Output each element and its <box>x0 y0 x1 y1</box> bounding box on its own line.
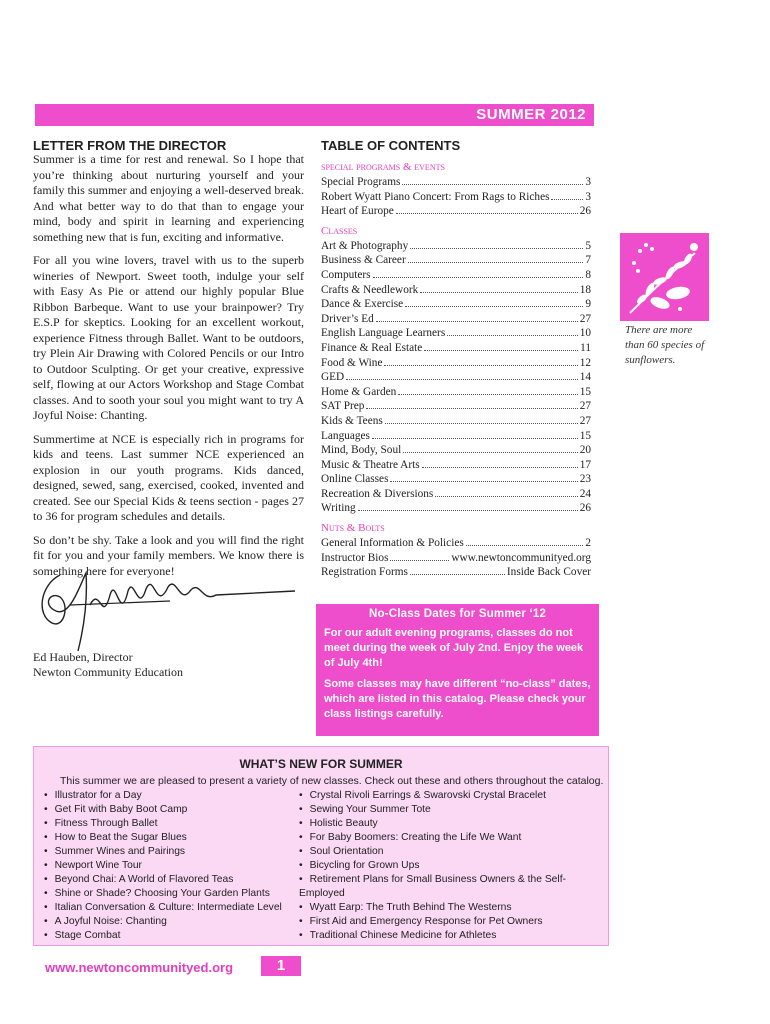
toc-entry[interactable] <box>321 356 591 371</box>
season-title: SUMMER 2012 <box>476 106 586 123</box>
toc-leader-dots <box>466 544 584 546</box>
no-class-dates-box <box>316 604 599 736</box>
toc-leader-dots <box>420 291 577 293</box>
toc-entry[interactable] <box>321 297 591 312</box>
new-class-item: • Retirement Plans for Small Business Owners & the Self-Employed <box>299 873 608 901</box>
toc-entry-page: 15 <box>579 429 591 442</box>
sidebar-caption: There are more than 60 species of sunflowers. <box>625 324 705 366</box>
no-class-title: No-Class Dates for Summer ‘12 <box>368 608 547 620</box>
toc-entry[interactable] <box>321 312 591 327</box>
new-class-item: • Fitness Through Ballet <box>44 817 282 831</box>
toc-entry-page: 3 <box>585 190 591 203</box>
toc-leader-dots <box>376 320 578 322</box>
toc-entry-title: Registration Forms <box>321 566 408 579</box>
toc-entry[interactable] <box>321 370 591 385</box>
new-class-item: • Traditional Chinese Medicine for Athletes <box>299 929 608 943</box>
letter-paragraph: For all you wine lovers, travel with us to the superb wineries of Newport. Sweet tooth, indulge your self with Easy As Pie or attend our highly popular Blue Ribbon Barbeque. Want to use your brainpower? Try E.S.P for skeptics. Looking for an excellent workout, experience Fitness through Ballet. Want to be outdoors, try Plein Air Drawing with Colored Pencils or our Intro to Outdoor Sculpting. Or get your creative, expressive self, flowing at our Actors Workshop and Stage Combat classes. And to sooth your soul you might want to try A Joyful Noise: Chanting. <box>33 253 304 422</box>
toc-entry-page: www.newtoncommunityed.org <box>451 551 591 564</box>
new-class-item: • Soul Orientation <box>299 845 608 859</box>
toc-leader-dots <box>435 495 577 497</box>
toc-entry-title: Languages <box>321 429 370 442</box>
toc-entry[interactable] <box>321 239 591 254</box>
letter-paragraph: Summertime at NCE is especially rich in programs for kids and teens. Last summer NCE experienced an explosion in our youth programs. Kids danced, designed, sewed, sang, exercised, cooked, invented and created. See our Special Kids & teens section - pages 27 to 36 for program schedules and details. <box>33 431 304 523</box>
page-number: 1 <box>261 956 301 976</box>
new-class-item: • For Baby Boomers: Creating the Life We Want <box>299 831 608 845</box>
toc-entry-title: Heart of Europe <box>321 205 394 218</box>
toc-entry[interactable] <box>321 536 591 551</box>
toc-entry[interactable] <box>321 175 591 190</box>
toc-entry[interactable] <box>321 443 591 458</box>
letter-paragraph: So don’t be shy. Take a look and you will find the right fit for you and your family members. We know there is something here for everyone! <box>33 532 304 578</box>
new-class-item: • Stage Combat <box>44 929 282 943</box>
toc-entry-page: 14 <box>579 371 591 384</box>
toc-entry-title: Kids & Teens <box>321 414 383 427</box>
toc-leader-dots <box>447 334 577 336</box>
toc-entry-page: 2 <box>585 537 591 550</box>
toc-entry-page: 27 <box>579 312 591 325</box>
toc-leader-dots <box>366 407 577 409</box>
toc-entry-page: 17 <box>579 458 591 471</box>
toc-entry-page: 26 <box>579 205 591 218</box>
toc-entry-title: Art & Photography <box>321 239 409 252</box>
toc-entry-page: 9 <box>585 298 591 311</box>
toc-entry[interactable] <box>321 253 591 268</box>
whats-new-box <box>33 746 609 946</box>
toc-leader-dots <box>408 261 584 263</box>
toc-entry[interactable] <box>321 551 591 566</box>
toc-entry-title: Driver’s Ed <box>321 312 374 325</box>
toc-entry-title: Crafts & Needlework <box>321 283 419 296</box>
whats-new-list-left <box>44 789 282 943</box>
toc-groups <box>321 161 591 580</box>
toc-entry-title: General Information & Policies <box>321 537 464 550</box>
toc-entry[interactable] <box>321 487 591 502</box>
toc-leader-dots <box>346 378 577 380</box>
toc-leader-dots <box>398 393 577 395</box>
director-signature <box>30 565 300 655</box>
letter-paragraph: Summer is a time for rest and renewal. So I hope that you’re thinking about nurturing yourself and your family this summer and enjoying a well-deserved break. And what better way to do that than to engage your mind, body and spirit in learning and experiencing something new that is fun, exciting and informative. <box>33 152 304 244</box>
leaf-branch-icon <box>620 233 709 321</box>
toc-leader-dots <box>424 349 578 351</box>
new-class-item: • Illustrator for a Day <box>44 789 282 803</box>
toc-entry[interactable] <box>321 429 591 444</box>
new-class-item: • Beyond Chai: A World of Flavored Teas <box>44 873 282 887</box>
toc-entry[interactable] <box>321 414 591 429</box>
signature-block <box>33 650 183 680</box>
toc-entry-page: 20 <box>579 444 591 457</box>
toc-entry[interactable] <box>321 501 591 516</box>
toc-entry-title: English Language Learners <box>321 327 446 340</box>
toc-entry-title: Home & Garden <box>321 385 397 398</box>
toc-entry-title: Instructor Bios <box>321 551 389 564</box>
new-class-item: • Wyatt Earp: The Truth Behind The Westerns <box>299 901 608 915</box>
new-class-item: • First Aid and Emergency Response for Pet Owners <box>299 915 608 929</box>
new-class-item: • Italian Conversation & Culture: Intermediate Level <box>44 901 282 915</box>
toc-entry[interactable] <box>321 268 591 283</box>
sunflower-illustration <box>620 233 709 321</box>
toc-entry[interactable] <box>321 472 591 487</box>
toc-leader-dots <box>396 212 578 214</box>
new-class-item: • A Joyful Noise: Chanting <box>44 915 282 929</box>
whats-new-heading: WHAT’S NEW FOR SUMMER <box>239 757 403 771</box>
toc-leader-dots <box>551 198 583 200</box>
toc-entry-page: 27 <box>579 400 591 413</box>
letter-body <box>33 152 304 587</box>
toc-entry-page: 26 <box>579 502 591 515</box>
new-class-item: • Newport Wine Tour <box>44 859 282 873</box>
toc-entry-page: 27 <box>579 414 591 427</box>
toc-entry-title: Special Programs <box>321 176 401 188</box>
toc-entry[interactable] <box>321 204 591 219</box>
toc-group-label: Classes <box>321 224 358 237</box>
toc-leader-dots <box>372 437 578 439</box>
toc-entry-page: 23 <box>579 473 591 486</box>
toc-entry-page: 3 <box>585 176 591 188</box>
toc-entry-page: 7 <box>585 254 591 267</box>
toc-entry-page: 8 <box>585 268 591 281</box>
toc-entry[interactable] <box>321 283 591 298</box>
toc-entry-page: 15 <box>579 385 591 398</box>
no-class-paragraph: For our adult evening programs, classes do not meet during the week of July 2nd. Enjoy the week of July 4th! <box>324 627 584 669</box>
toc-entry-title: Computers <box>321 268 371 281</box>
toc-entry-title: Robert Wyatt Piano Concert: From Rags to Riches <box>321 190 550 203</box>
footer-url-link[interactable]: www.newtoncommunityed.org <box>45 960 234 975</box>
new-class-item: • Shine or Shade? Choosing Your Garden Plants <box>44 887 282 901</box>
toc-entry-title: Mind, Body, Soul <box>321 444 402 457</box>
toc-heading: TABLE OF CONTENTS <box>321 138 461 153</box>
no-class-paragraph: Some classes may have different “no-class” dates, which are listed in this catalog. Please check your class listings carefully. <box>324 678 591 720</box>
toc-entry-title: Recreation & Diversions <box>321 487 434 500</box>
toc-entry-page: 12 <box>579 356 591 369</box>
toc-leader-dots <box>402 183 583 185</box>
toc-entry-title: SAT Prep <box>321 400 365 413</box>
new-class-item: • Bicycling for Grown Ups <box>299 859 608 873</box>
toc-entry-page: 5 <box>585 239 591 252</box>
toc-entry-page: 24 <box>579 487 591 500</box>
whats-new-list-right <box>299 789 608 943</box>
new-class-item: • How to Beat the Sugar Blues <box>44 831 282 845</box>
season-banner <box>35 104 594 126</box>
toc-leader-dots <box>422 466 578 468</box>
toc-entry-title: Finance & Real Estate <box>321 341 423 354</box>
new-class-item: • Summer Wines and Pairings <box>44 845 282 859</box>
toc-entry[interactable] <box>321 399 591 414</box>
whats-new-intro: This summer we are pleased to present a variety of new classes. Check out these and others throughout the catalog. <box>60 775 604 787</box>
signer-name: Ed Hauben, Director <box>33 650 133 664</box>
toc-entry-title: GED <box>321 371 345 384</box>
toc-entry-page: 10 <box>579 327 591 340</box>
signer-org: Newton Community Education <box>33 665 183 679</box>
toc-leader-dots <box>385 422 578 424</box>
toc-entry-page: 18 <box>579 283 591 296</box>
toc-entry-title: Online Classes <box>321 473 389 486</box>
letter-heading: LETTER FROM THE DIRECTOR <box>33 138 227 153</box>
toc-leader-dots <box>373 276 584 278</box>
toc-leader-dots <box>384 364 577 366</box>
new-class-item: • Sewing Your Summer Tote <box>299 803 608 817</box>
table-of-contents <box>321 138 591 580</box>
toc-entry-title: Business & Career <box>321 254 406 267</box>
toc-group-label: special programs & events <box>321 161 445 173</box>
toc-entry-title: Food & Wine <box>321 356 383 369</box>
toc-entry[interactable] <box>321 385 591 400</box>
toc-entry-title: Music & Theatre Arts <box>321 458 420 471</box>
new-class-item: • Holistic Beauty <box>299 817 608 831</box>
toc-leader-dots <box>390 480 577 482</box>
toc-entry-page: 11 <box>580 341 591 354</box>
toc-entry-title: Dance & Exercise <box>321 298 404 311</box>
toc-entry[interactable] <box>321 190 591 205</box>
toc-entry[interactable] <box>321 341 591 356</box>
toc-entry[interactable] <box>321 565 591 580</box>
new-class-item: • Crystal Rivoli Earrings & Swarovski Crystal Bracelet <box>299 789 608 803</box>
toc-entry[interactable] <box>321 326 591 341</box>
toc-leader-dots <box>390 559 449 561</box>
toc-entry[interactable] <box>321 458 591 473</box>
toc-leader-dots <box>410 247 583 249</box>
toc-leader-dots <box>358 509 578 511</box>
toc-leader-dots <box>405 305 583 307</box>
toc-group-label: Nuts & Bolts <box>321 522 385 535</box>
new-class-item: • Get Fit with Baby Boot Camp <box>44 803 282 817</box>
toc-entry-title: Writing <box>321 502 356 515</box>
toc-leader-dots <box>410 573 505 575</box>
toc-leader-dots <box>403 451 577 453</box>
toc-entry-page: Inside Back Cover <box>506 566 591 579</box>
